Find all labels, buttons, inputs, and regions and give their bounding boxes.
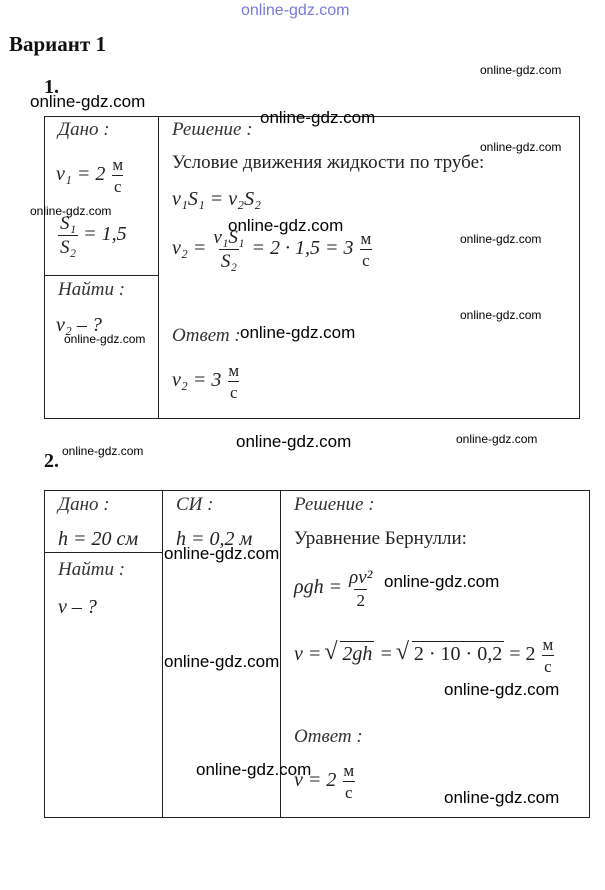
watermark: online-gdz.com [62,444,144,458]
task1-answer-header: Ответ : [172,325,241,346]
watermark: online-gdz.com [240,323,356,342]
task2-find-v: v – ? [58,596,97,618]
watermark: online-gdz.com [480,140,562,154]
task2-answer-header: Ответ : [294,726,363,747]
task1-condition-text: Условие движения жидкости по трубе: [172,152,485,173]
watermark: online-gdz.com [64,332,146,346]
watermark-top: online-gdz.com [241,2,350,19]
watermark: online-gdz.com [164,544,280,563]
task2-number: 2. [44,450,59,472]
watermark: online-gdz.com [30,204,112,218]
watermark: online-gdz.com [384,572,500,591]
watermark: online-gdz.com [164,652,280,671]
task1-find-v2: v₂ – ? [56,314,102,336]
watermark: online-gdz.com [480,63,562,77]
watermark: online-gdz.com [228,216,344,235]
page-title: Вариант 1 [9,32,106,56]
watermark: online-gdz.com [196,760,312,779]
watermark: online-gdz.com [444,788,560,807]
watermark: online-gdz.com [456,432,538,446]
task2-find-header: Найти : [58,559,126,580]
task1-number: 1. [44,76,59,98]
task2-given-header: Дано : [58,494,110,515]
task1-find-header: Найти : [58,279,126,300]
task1-given-ratio: $\frac{\text{S₁}}{\text{S₂}}$ = 1,5 [60,213,127,258]
watermark: online-gdz.com [260,108,376,127]
task2-answer: v = 2 $\frac{м}{с}$ [294,761,355,802]
task1-divider-horizontal [44,275,158,276]
watermark: online-gdz.com [30,92,146,111]
task2-divider-horizontal [44,552,162,553]
task1-given-v1: v₁ = 2 $\frac{м}{с}$ [56,155,124,196]
task1-eq-continuity: v₁S₁ = v₂S₂ [172,188,262,210]
task2-given-h: h = 20 см [58,528,139,550]
watermark: online-gdz.com [460,308,542,322]
task2-bernoulli-text: Уравнение Бернулли: [294,528,467,549]
task1-divider-vertical [158,116,159,418]
task2-si-header: СИ : [176,494,214,515]
task1-solution-header: Решение : [172,119,253,140]
task2-solution-header: Решение : [294,494,375,515]
task1-given-header: Дано : [58,119,110,140]
task1-answer: v₂ = 3 $\frac{м}{с}$ [172,361,240,402]
watermark: online-gdz.com [460,232,542,246]
task2-eq-bernoulli: ρgh = $\frac{\text{ρv²}}{2}$ [294,567,373,610]
watermark: online-gdz.com [444,680,560,699]
task2-eq-velocity: v = √ 2gh = √ 2 · 10 · 0,2 = 2 $\frac{м}{с}$ [294,636,555,675]
watermark: online-gdz.com [236,432,352,451]
task2-divider-vertical-1 [162,490,163,817]
task2-si-h: h = 0,2 м [176,528,253,550]
task1-eq-v2: v₂ = $\frac{\text{v₁S₁}}{\text{S₂}}$ = 2 · 1,5 = 3 $\frac{м}{с}$ [172,227,372,272]
